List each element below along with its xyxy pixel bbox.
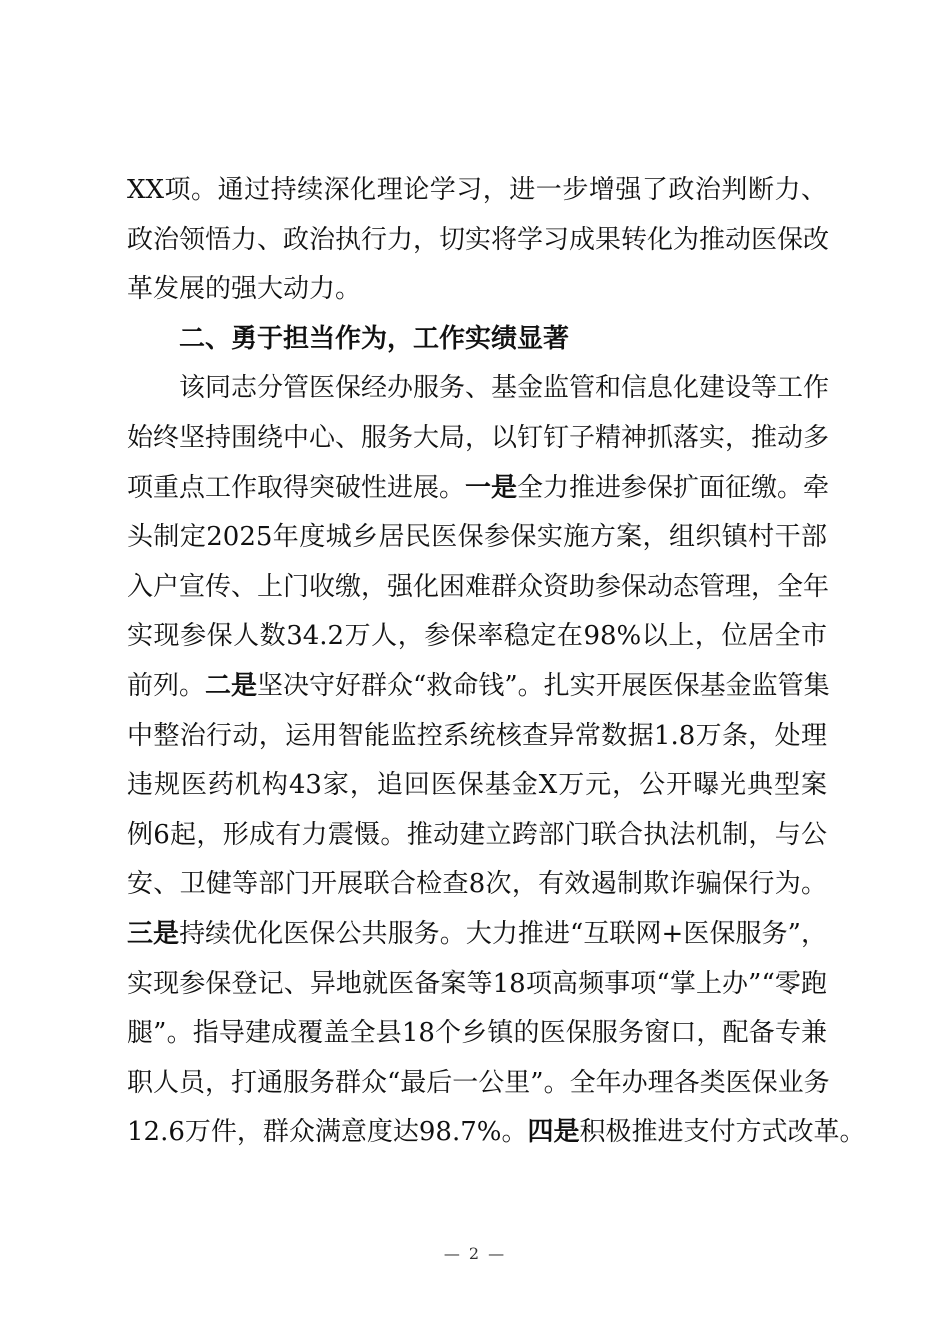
bold-lead-phrase: 四是 [527, 1117, 580, 1148]
line-text: 积极推进支付方式改革。 [579, 1117, 866, 1148]
paragraph-line [127, 910, 827, 960]
paragraph-line [127, 464, 830, 514]
body-text [127, 166, 866, 1158]
line-text: 全力推进参保扩面征缴。牵 [517, 472, 830, 503]
paragraph-line: 安、卫健等部门开展联合检查8次，有效遏制欺诈骗保行为。 [127, 869, 827, 900]
line-text: 坚决守好群众“救命钱”。扎实开展医保基金监管集 [257, 670, 830, 701]
paragraph-line: 违规医药机构43家，追回医保基金X万元，公开曝光典型案 [127, 770, 827, 801]
bold-lead-phrase: 二是 [205, 670, 258, 701]
bold-lead-phrase: 一是 [465, 472, 518, 503]
paragraph-line: 政治领悟力、政治执行力，切实将学习成果转化为推动医保改 [127, 224, 830, 255]
paragraph-line: 始终坚持围绕中心、服务大局，以钉钉子精神抓落实，推动多 [127, 422, 830, 453]
paragraph-line [127, 1108, 866, 1158]
paragraph-line: 入户宣传、上门收缴，强化困难群众资助参保动态管理，全年 [127, 571, 830, 602]
paragraph-line: 革发展的强大动力。 [127, 274, 362, 305]
paragraph-line: 头制定2025年度城乡居民医保参保实施方案，组织镇村干部 [127, 522, 827, 553]
line-text: 前列。 [127, 670, 206, 701]
paragraph-line: 腿”。指导建成覆盖全县18个乡镇的医保服务窗口，配备专兼 [127, 1018, 827, 1049]
paragraph-line: XX项。通过持续深化理论学习，进一步增强了政治判断力、 [127, 175, 827, 205]
paragraph-line: 实现参保登记、异地就医备案等18项高频事项“掌上办”“零跑 [127, 968, 827, 999]
bold-lead-phrase: 三是 [127, 918, 180, 949]
paragraph-line: 例6起，形成有力震慑。推动建立跨部门联合执法机制，与公 [127, 819, 827, 850]
line-text: 项重点工作取得突破性进展。 [127, 472, 466, 503]
section-heading: 二、勇于担当作为，工作实绩显著 [179, 323, 570, 354]
paragraph-line: 该同志分管医保经办服务、基金监管和信息化建设等工作 [179, 373, 830, 404]
paragraph-line [127, 662, 830, 712]
paragraph-line: 职人员，打通服务群众“最后一公里”。全年办理各类医保业务 [127, 1067, 830, 1098]
line-text: 12.6万件，群众满意度达98.7%。 [127, 1117, 528, 1148]
page-number: — 2 — [443, 1244, 507, 1263]
line-text: 持续优化医保公共服务。大力推进“互联网+医保服务”， [179, 918, 827, 949]
paragraph-line: 中整治行动，运用智能监控系统核查异常数据1.8万条，处理 [127, 720, 827, 751]
paragraph-line: 实现参保人数34.2万人，参保率稳定在98%以上，位居全市 [127, 621, 827, 652]
